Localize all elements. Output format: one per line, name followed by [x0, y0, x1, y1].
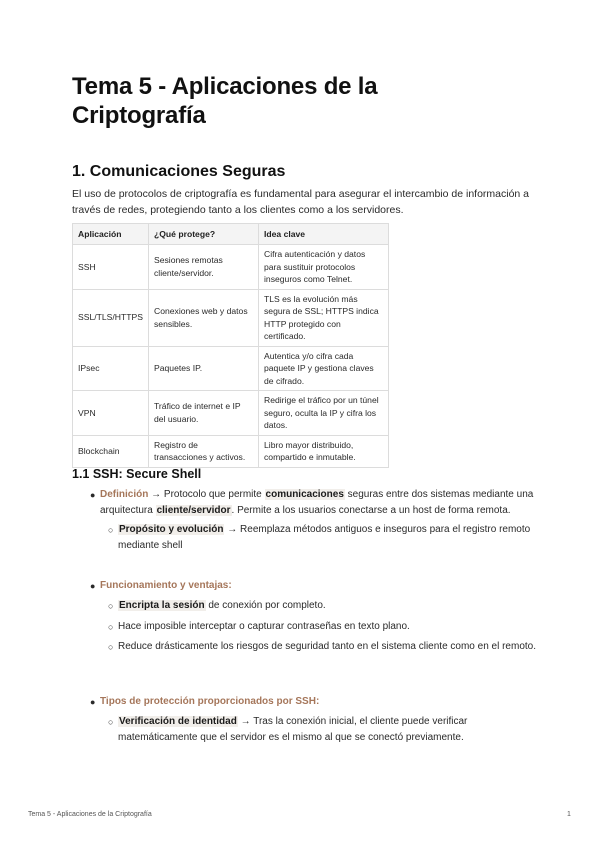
table-row: [73, 391, 389, 436]
table-cell: IPsec: [73, 346, 149, 391]
bullet-proteccion: [72, 694, 542, 710]
table-cell: Sesiones remotas cliente/servidor.: [149, 245, 259, 290]
hollow-bullet-icon: ○: [108, 717, 114, 727]
bullet-dot-icon: ●: [90, 581, 96, 591]
reduce-text: Reduce drásticamente los riesgos de seguridad tanto en el sistema cliente como en el remoto.: [118, 641, 537, 652]
highlight-verificacion: Verificación de identidad: [119, 716, 237, 727]
hollow-bullet-icon: ○: [108, 622, 114, 632]
table-cell: Autentica y/o cifra cada paquete IP y gestiona claves de cifrado.: [259, 346, 389, 391]
bullet-dot-icon: ●: [90, 697, 96, 707]
table-cell: Blockchain: [73, 435, 149, 467]
highlight-cliente-servidor: cliente/servidor: [156, 505, 231, 516]
arrow-icon: →: [227, 524, 238, 535]
arrow-icon: →: [240, 716, 251, 727]
definicion-text: . Permite a los usuarios conectarse a un host de forma remota.: [231, 505, 511, 516]
definicion-text: seguras entre dos sistemas mediante una arquitectura: [100, 489, 534, 516]
bullet-dot-icon: ●: [90, 490, 96, 500]
sub-bullet-proposito: [72, 522, 542, 554]
table-header: Aplicación: [73, 224, 149, 245]
hollow-bullet-icon: ○: [108, 642, 114, 652]
verificacion-text: Tras la conexión inicial, el cliente puede verificar matemáticamente que el servidor es el mismo al que se conectó previamente.: [118, 716, 468, 743]
table-cell: Conexiones web y datos sensibles.: [149, 289, 259, 346]
arrow-icon: →: [151, 489, 162, 500]
definicion-label: Definición: [100, 489, 149, 500]
proposito-text: Reemplaza métodos antiguos e inseguros para el registro remoto mediante shell: [118, 524, 531, 551]
highlight-comunicaciones: comunicaciones: [265, 489, 344, 500]
table-cell: VPN: [73, 391, 149, 436]
table-cell: Libro mayor distribuido, compartido e inmutable.: [259, 435, 389, 467]
table-row: [73, 245, 389, 290]
bullet-definicion: [72, 487, 542, 519]
table-cell: SSL/TLS/HTTPS: [73, 289, 149, 346]
footer-title: Tema 5 - Aplicaciones de la Criptografía: [28, 811, 152, 818]
table-header-row: [73, 224, 389, 245]
section-intro: El uso de protocolos de criptografía es fundamental para asegurar el intercambio de información a través de redes, protegiendo tanto a los clientes como a los servidores.: [72, 188, 530, 216]
definicion-text: Protocolo que permite: [163, 489, 262, 500]
sub-bullet-interceptar: [72, 619, 542, 635]
highlight-proposito: Propósito y evolución: [119, 524, 224, 535]
table-row: [73, 435, 389, 467]
table-cell: Cifra autenticación y datos para sustituir protocolos inseguros como Telnet.: [259, 245, 389, 290]
table-row: [73, 346, 389, 391]
section-heading-ssh: 1.1 SSH: Secure Shell: [72, 467, 202, 481]
sub-bullet-encripta: [72, 598, 542, 614]
encripta-text: de conexión por completo.: [208, 600, 326, 611]
table-header: ¿Qué protege?: [149, 224, 259, 245]
hollow-bullet-icon: ○: [108, 525, 114, 535]
protocols-table: [72, 223, 389, 468]
highlight-encripta: Encripta la sesión: [119, 600, 205, 611]
page-number: 1: [567, 811, 571, 818]
table-cell: TLS es la evolución más segura de SSL; HTTPS indica HTTP protegido con certificado.: [259, 289, 389, 346]
table-header: Idea clave: [259, 224, 389, 245]
table-cell: Paquetes IP.: [149, 346, 259, 391]
hollow-bullet-icon: ○: [108, 601, 114, 611]
proteccion-label: Tipos de protección proporcionados por SSH:: [100, 696, 320, 707]
sub-bullet-reduce: [72, 639, 542, 655]
sub-bullet-verificacion: [72, 714, 542, 746]
table-cell: Tráfico de internet e IP del usuario.: [149, 391, 259, 436]
bullet-funcionamiento: [72, 578, 542, 594]
table-cell: Redirige el tráfico por un túnel seguro, oculta la IP y cifra los datos.: [259, 391, 389, 436]
table-row: [73, 289, 389, 346]
funcionamiento-label: Funcionamiento y ventajas:: [100, 580, 232, 591]
page-title: Tema 5 - Aplicaciones de la Criptografía: [72, 73, 378, 129]
section-heading-comunicaciones: 1. Comunicaciones Seguras: [72, 163, 286, 180]
interceptar-text: Hace imposible interceptar o capturar contraseñas en texto plano.: [118, 621, 410, 632]
table-cell: Registro de transacciones y activos.: [149, 435, 259, 467]
table-cell: SSH: [73, 245, 149, 290]
